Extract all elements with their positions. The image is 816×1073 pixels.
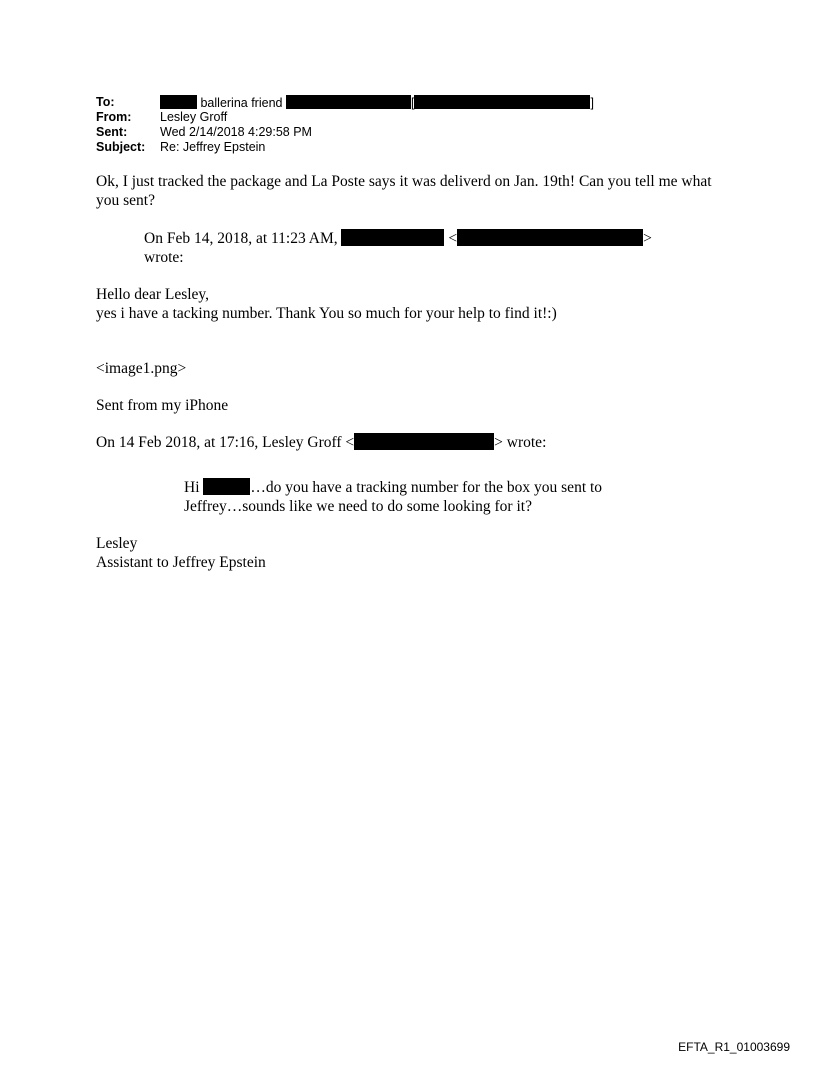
to-label: To: [96,95,115,109]
redaction-box [203,478,250,495]
sent-from-line: Sent from my iPhone [96,397,229,414]
quote2-prefix: On 14 Feb 2018, at 17:16, Lesley Groff < [96,434,355,451]
from-label: From: [96,110,132,124]
redaction-box [354,433,494,450]
from-value: Lesley Groff [160,110,228,124]
to-name: ballerina friend [200,96,283,110]
greeting: Hello dear Lesley, [96,286,210,303]
body-paragraph: Ok, I just tracked the package and La Poste says it was deliverd on Jan. 19th! Can you tell me what you sent? [96,173,712,209]
subject-value: Re: Jeffrey Epstein [160,140,266,154]
email-body [96,172,716,572]
tracking-line: yes i have a tacking number. Thank You so much for your help to find it!:) [96,305,557,322]
quote1-wrote: wrote: [144,249,184,266]
redaction-box [457,229,643,246]
sent-value: Wed 2/14/2018 4:29:58 PM [160,125,312,139]
signature-title: Assistant to Jeffrey Epstein [96,554,266,571]
redaction-box [286,95,411,109]
hi-word: Hi [184,479,200,496]
quote1-gt: > [643,230,652,247]
hi-rest: …do you have a tracking number for the box you sent to [250,479,603,496]
quoted-message [184,478,716,516]
quote1-prefix: On Feb 14, 2018, at 11:23 AM, [144,230,338,247]
quoted-line-2: Jeffrey…sounds like we need to do some looking for it? [184,498,532,515]
to-value [160,95,594,111]
redaction-box [414,95,590,109]
to-bracket-close: ] [590,96,594,110]
quoted-line-1 [184,478,716,497]
redaction-box [341,229,444,246]
redaction-box [160,95,197,109]
quoted-header-2 [96,433,716,452]
subject-label: Subject: [96,140,146,154]
signature-name: Lesley [96,535,138,552]
image-attachment: <image1.png> [96,360,187,377]
to-bracket-open: [ [410,96,415,110]
quoted-header-1 [144,229,716,267]
bates-number: EFTA_R1_01003699 [678,1040,790,1054]
quote1-lt: < [448,230,458,247]
quote2-suffix: > wrote: [494,434,547,451]
sent-label: Sent: [96,125,128,139]
